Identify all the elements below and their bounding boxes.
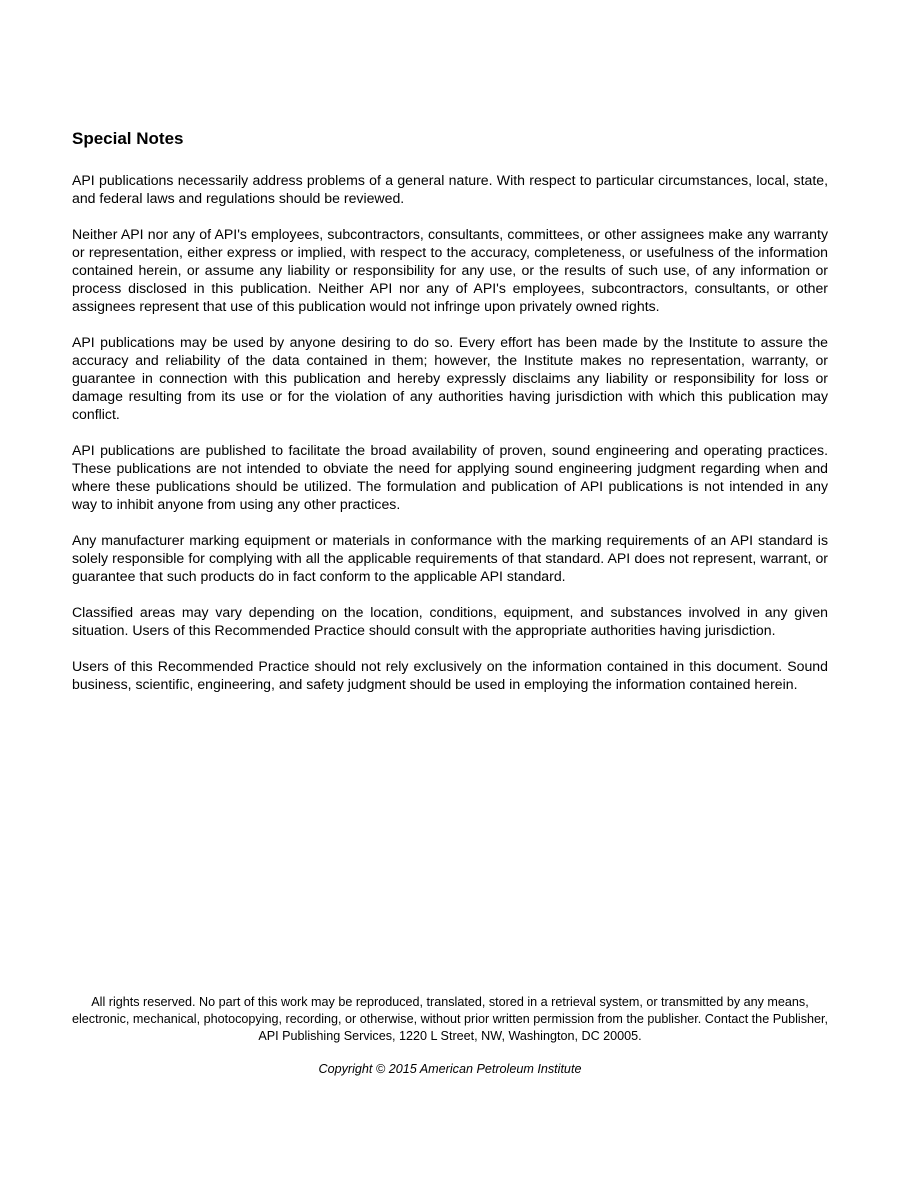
rights-reserved-notice: All rights reserved. No part of this work may be reproduced, translated, stored in a retrieval system, or transmitted by any means, electronic, mechanical, photocopying, recording, or otherwise, without prior written permission from the publisher. Contact the Publisher, API Publishing Services, 1220 L Street, NW, Washington, DC 20005. [72, 995, 828, 1043]
paragraph-availability: API publications are published to facilitate the broad availability of proven, sound engineering and operating practices. These publications are not intended to obviate the need for applying sound engineering judgment regarding when and where these publications should be utilized. The formulation and publication of API publications is not intended in any way to inhibit anyone from using any other practices. [72, 442, 828, 512]
paragraph-manufacturer-marking: Any manufacturer marking equipment or materials in conformance with the marking requirements of an API standard is solely responsible for complying with all the applicable requirements of that standard. API does not represent, warrant, or guarantee that such products do in fact conform to the applicable API standard. [72, 532, 828, 584]
copyright-notice: Copyright © 2015 American Petroleum Institute [318, 1062, 582, 1076]
paragraph-judgment: Users of this Recommended Practice should not rely exclusively on the information contained in this document. Sound business, scientific, engineering, and safety judgment should be used in employing the information contained herein. [72, 658, 828, 692]
page-footer [72, 994, 828, 1078]
paragraph-no-warranty: Neither API nor any of API's employees, subcontractors, consultants, committees, or other assignees make any warranty or representation, either express or implied, with respect to the accuracy, completeness, or usefulness of the information contained herein, or assume any liability or responsibility for any use, or the results of such use, of any information or process disclosed in this publication. Neither API nor any of API's employees, subcontractors, consultants, or other assignees represent that use of this publication would not infringe upon privately owned rights. [72, 226, 828, 314]
page-title: Special Notes [72, 129, 184, 148]
paragraph-general-nature: API publications necessarily address problems of a general nature. With respect to particular circumstances, local, state, and federal laws and regulations should be reviewed. [72, 172, 828, 206]
paragraph-classified-areas: Classified areas may vary depending on the location, conditions, equipment, and substances involved in any given situation. Users of this Recommended Practice should consult with the appropriate authorities having jurisdiction. [72, 604, 828, 638]
special-notes-section [72, 128, 828, 711]
paragraph-use-by-anyone: API publications may be used by anyone desiring to do so. Every effort has been made by the Institute to assure the accuracy and reliability of the data contained in them; however, the Institute makes no representation, warranty, or guarantee in connection with this publication and hereby expressly disclaims any liability or responsibility for loss or damage resulting from its use or for the violation of any authorities having jurisdiction with which this publication may conflict. [72, 334, 828, 422]
